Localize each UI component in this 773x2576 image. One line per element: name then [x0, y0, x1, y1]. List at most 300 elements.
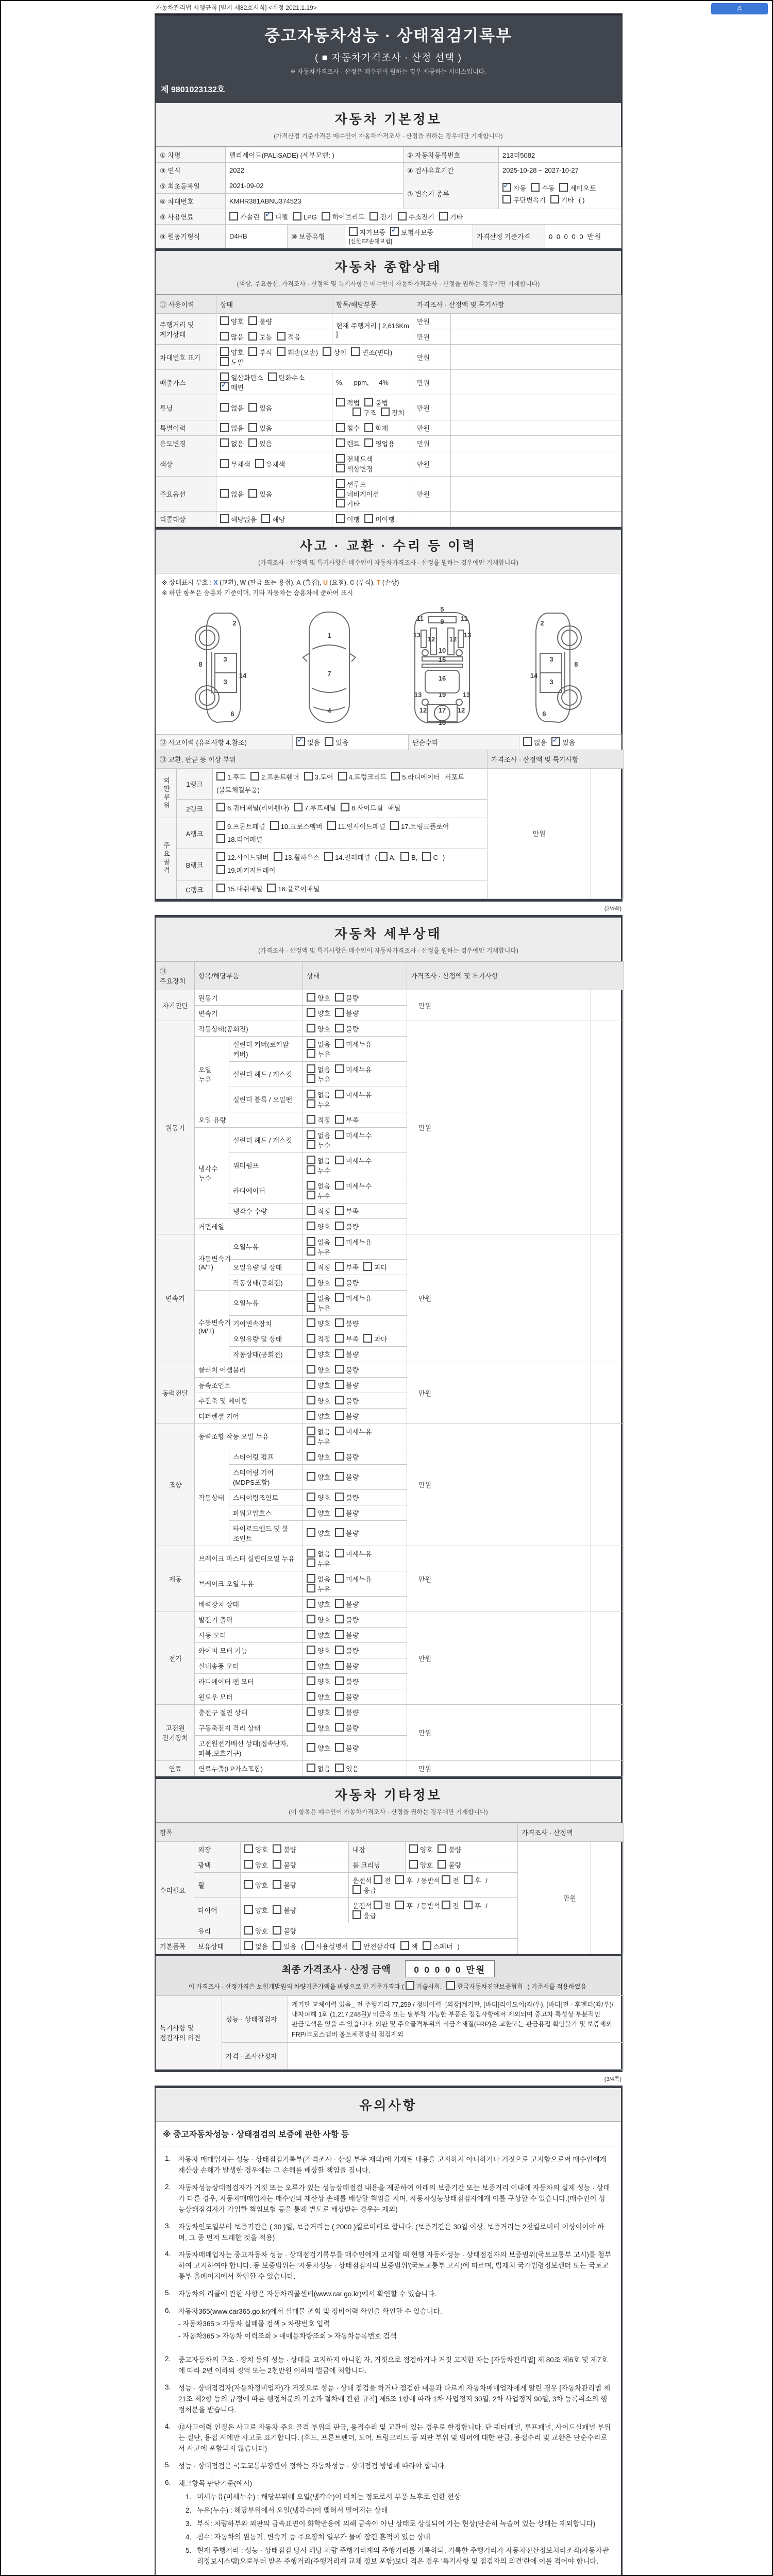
checkbox-icon[interactable] — [335, 1222, 344, 1230]
checkbox-option[interactable]: 19.패키지트레이 — [216, 867, 275, 874]
checkbox-icon[interactable] — [335, 1452, 344, 1461]
checkbox-option[interactable]: 양호 — [307, 1025, 330, 1033]
checkbox-option[interactable]: 양호 — [307, 1279, 330, 1287]
checkbox-option[interactable]: 네비게이션 — [336, 490, 379, 498]
checkbox-icon[interactable] — [307, 1074, 315, 1083]
checkbox-option[interactable]: 10.크로스멤버 — [270, 823, 323, 831]
checkbox-option[interactable]: 양호 — [307, 994, 330, 1002]
checkbox-icon[interactable] — [398, 212, 407, 221]
checkbox-option[interactable]: 누유 — [307, 1585, 330, 1593]
checkbox-option[interactable]: 양호 — [244, 1861, 268, 1869]
checkbox-option[interactable]: 불량 — [335, 1693, 359, 1701]
checkbox-icon[interactable] — [381, 408, 390, 416]
checkbox-option[interactable]: 불량 — [438, 1861, 461, 1869]
checkbox-option[interactable]: 3.도어 — [304, 773, 333, 781]
checkbox-icon[interactable] — [335, 1743, 344, 1752]
checkbox-option[interactable]: 불량 — [335, 1744, 359, 1752]
checkbox-icon[interactable] — [395, 1875, 404, 1884]
checkbox-option[interactable]: ✓자동 — [502, 184, 526, 192]
checkbox-option[interactable]: 없음 — [307, 1091, 330, 1099]
checkbox-option[interactable]: 해당 — [261, 516, 285, 523]
checkbox-icon[interactable] — [307, 1247, 315, 1256]
checkbox-icon[interactable] — [250, 772, 259, 781]
checkbox-option[interactable]: 없음 — [220, 440, 244, 448]
checkbox-icon[interactable] — [273, 1941, 281, 1950]
checkbox-icon[interactable] — [335, 1365, 344, 1374]
checkbox-option[interactable]: 불량 — [438, 1846, 461, 1854]
checkbox-icon[interactable] — [307, 1646, 315, 1654]
checkbox-icon[interactable] — [422, 852, 431, 861]
checkbox-icon[interactable] — [364, 438, 373, 447]
checkbox-icon[interactable] — [307, 1278, 315, 1286]
checkbox-icon[interactable] — [307, 1676, 315, 1685]
checkbox-option[interactable]: 불량 — [273, 1846, 296, 1854]
checkbox-icon[interactable] — [409, 1844, 418, 1853]
checkbox-option[interactable]: 불량 — [248, 318, 272, 326]
checkbox-icon[interactable] — [220, 403, 229, 412]
checkbox-icon[interactable] — [335, 1615, 344, 1623]
checkbox-icon[interactable] — [335, 1262, 344, 1271]
checkbox-option[interactable]: 탄화수소 — [268, 374, 305, 382]
checkbox-icon[interactable] — [336, 454, 345, 463]
checkbox-icon[interactable] — [307, 1599, 315, 1608]
checkbox-icon[interactable] — [273, 1880, 281, 1889]
checkbox-icon[interactable] — [270, 821, 279, 830]
checkbox-option[interactable]: 양호 — [244, 1927, 268, 1935]
checkbox-option[interactable]: ✓매연 — [220, 384, 244, 392]
checkbox-option[interactable]: 양호 — [307, 1616, 330, 1624]
checkbox-icon[interactable] — [307, 1191, 315, 1199]
checkbox-icon[interactable] — [220, 514, 229, 523]
checkbox-option[interactable]: 있음 — [248, 490, 272, 498]
checkbox-icon[interactable] — [216, 772, 225, 781]
checkbox-icon[interactable] — [220, 489, 229, 498]
checkbox-option[interactable]: 누유 — [307, 1248, 330, 1256]
checkbox-option[interactable]: 15.대쉬패널 — [216, 885, 262, 893]
checkbox-icon[interactable] — [307, 1156, 315, 1164]
checkbox-option[interactable]: 양호 — [307, 1413, 330, 1420]
checkbox-option[interactable]: 누유 — [307, 1304, 330, 1312]
checkbox-icon[interactable] — [307, 1293, 315, 1302]
checkbox-icon[interactable] — [442, 1901, 450, 1909]
checkbox-option[interactable]: 미세누수 — [335, 1157, 372, 1165]
checkbox-icon[interactable] — [442, 1875, 450, 1884]
checkbox-option[interactable]: 적정 — [307, 1116, 330, 1124]
checkbox-icon[interactable] — [274, 852, 282, 861]
checkbox-option[interactable]: 불량 — [273, 1907, 296, 1914]
checkbox-icon[interactable] — [406, 1981, 414, 1990]
checkbox-option[interactable]: 없음 — [307, 1157, 330, 1165]
checkbox-icon[interactable] — [307, 1528, 315, 1537]
checkbox-icon[interactable] — [335, 1181, 344, 1190]
checkbox-option[interactable]: 전 — [442, 1877, 459, 1885]
checkbox-icon[interactable] — [216, 884, 225, 892]
checkbox-icon[interactable] — [464, 1875, 473, 1884]
checkbox-icon[interactable] — [307, 1049, 315, 1058]
checkbox-icon[interactable] — [523, 737, 532, 746]
checkbox-icon[interactable] — [322, 212, 330, 221]
checkbox-icon[interactable] — [248, 347, 257, 356]
checkbox-icon[interactable] — [336, 464, 345, 472]
checkbox-icon[interactable] — [335, 1764, 344, 1772]
checkbox-icon[interactable] — [307, 1427, 315, 1435]
checkbox-icon[interactable] — [335, 1334, 344, 1343]
checkbox-option[interactable]: 양호 — [244, 1907, 268, 1914]
checkbox-option[interactable]: 불량 — [335, 1647, 359, 1655]
checkbox-option[interactable]: 무채색 — [220, 461, 250, 468]
checkbox-option[interactable]: 전 — [374, 1877, 391, 1885]
checkbox-option[interactable]: 미세누유 — [335, 1575, 372, 1583]
checkbox-option[interactable]: 부식 — [248, 349, 272, 357]
checkbox-icon[interactable] — [307, 1396, 315, 1404]
checkbox-option[interactable]: 16.플로어패널 — [267, 885, 320, 893]
checkbox-option[interactable]: 불량 — [335, 994, 359, 1002]
checkbox-option[interactable]: 없음 — [307, 1550, 330, 1558]
checkbox-icon[interactable] — [248, 403, 257, 412]
checkbox-option[interactable]: 불량 — [335, 1279, 359, 1287]
checkbox-option[interactable]: 미세누유 — [335, 1066, 372, 1074]
checkbox-icon[interactable] — [307, 1452, 315, 1461]
checkbox-option[interactable]: 후 — [395, 1877, 413, 1885]
checkbox-icon[interactable] — [307, 1707, 315, 1716]
checkbox-icon[interactable] — [307, 1558, 315, 1567]
checkbox-option[interactable]: 후 — [464, 1902, 481, 1910]
checkbox-option[interactable]: 전 — [442, 1902, 459, 1910]
checkbox-option[interactable]: 양호 — [244, 1846, 268, 1854]
checkbox-icon[interactable] — [364, 514, 373, 523]
checkbox-option[interactable]: 기타 — [550, 196, 574, 204]
checkbox-option[interactable]: 미세누수 — [335, 1182, 372, 1190]
checkbox-option[interactable]: 불량 — [335, 1494, 359, 1502]
checkbox-option[interactable]: 누수 — [307, 1167, 330, 1175]
checkbox-icon[interactable] — [244, 1926, 253, 1935]
checkbox-icon[interactable] — [264, 212, 273, 221]
checkbox-icon[interactable] — [305, 1941, 314, 1950]
checkbox-option[interactable]: 무단변속기 — [502, 196, 546, 204]
checkbox-icon[interactable] — [261, 514, 270, 523]
checkbox-icon[interactable] — [248, 316, 257, 325]
checkbox-icon[interactable] — [325, 737, 333, 746]
checkbox-icon[interactable] — [352, 1885, 361, 1894]
checkbox-option[interactable]: 불량 — [335, 1382, 359, 1389]
checkbox-option[interactable]: 응급 — [352, 1912, 376, 1920]
checkbox-option[interactable]: 있음 — [248, 404, 272, 412]
checkbox-option[interactable]: 부족 — [335, 1208, 359, 1215]
checkbox-icon[interactable] — [273, 1905, 281, 1914]
checkbox-icon[interactable] — [307, 1115, 315, 1124]
checkbox-icon[interactable] — [307, 1723, 315, 1732]
checkbox-icon[interactable] — [341, 803, 349, 811]
checkbox-icon[interactable] — [374, 1875, 382, 1884]
checkbox-option[interactable]: 사용설명서 — [305, 1943, 348, 1951]
checkbox-option[interactable]: 없음 — [307, 1765, 330, 1773]
checkbox-icon[interactable] — [307, 1024, 315, 1032]
checkbox-option[interactable]: 부족 — [335, 1116, 359, 1124]
checkbox-icon[interactable] — [293, 212, 301, 221]
checkbox-icon[interactable] — [400, 1941, 409, 1950]
checkbox-option[interactable]: 하이브리드 — [322, 213, 365, 221]
checkbox-option[interactable]: 장치 — [381, 409, 405, 417]
checkbox-option[interactable]: 누유 — [307, 1050, 330, 1058]
checkbox-icon[interactable] — [335, 1427, 344, 1435]
checkbox-option[interactable]: 없음 — [220, 425, 244, 432]
checkbox-icon[interactable] — [336, 438, 345, 447]
checkbox-icon[interactable] — [400, 852, 409, 861]
checkbox-icon[interactable] — [335, 1692, 344, 1701]
checkbox-icon[interactable] — [335, 1396, 344, 1404]
checkbox-option[interactable]: 있음 — [248, 425, 272, 432]
checkbox-option[interactable]: 13.휠하우스 — [274, 854, 320, 861]
checkbox-icon[interactable] — [338, 772, 347, 781]
checkbox-option[interactable]: 양호 — [307, 1744, 330, 1752]
checkbox-option[interactable]: 없음 — [307, 1066, 330, 1074]
checkbox-option[interactable]: 양호 — [307, 1530, 330, 1537]
checkbox-option[interactable]: 불량 — [335, 1010, 359, 1018]
checkbox-icon[interactable] — [335, 1278, 344, 1286]
checkbox-option[interactable]: 1.후드 — [216, 773, 246, 781]
checkbox-option[interactable]: ✓ 보험사보증 — [390, 229, 433, 236]
checkbox-option[interactable]: 불량 — [335, 1616, 359, 1624]
checkbox-icon[interactable] — [336, 489, 345, 498]
checkbox-option[interactable]: 6.쿼터패널(리어휀다) — [216, 804, 289, 812]
checkbox-option[interactable]: 전 — [374, 1902, 391, 1910]
checkbox-option[interactable]: 미세누유 — [335, 1428, 372, 1436]
checkbox-icon[interactable] — [307, 1090, 315, 1098]
checkbox-icon[interactable] — [336, 479, 345, 488]
checkbox-icon[interactable] — [277, 347, 285, 356]
checkbox-option[interactable]: 불량 — [273, 1882, 296, 1889]
print-button[interactable]: ⎙ — [711, 3, 768, 14]
checkbox-option[interactable]: 해당없음 — [220, 516, 257, 523]
checkbox-icon[interactable] — [307, 1411, 315, 1420]
checkbox-icon[interactable] — [248, 489, 257, 498]
checkbox-option[interactable]: 없음 — [220, 490, 244, 498]
checkbox-option[interactable]: 수소전기 — [398, 213, 434, 221]
checkbox-icon[interactable] — [464, 1901, 473, 1909]
checkbox-option[interactable]: 없음 — [307, 1575, 330, 1583]
checkbox-option[interactable]: 없음 — [307, 1182, 330, 1190]
checkbox-option[interactable]: 불량 — [335, 1601, 359, 1608]
checkbox-icon[interactable] — [335, 1064, 344, 1073]
checkbox-icon[interactable] — [307, 1099, 315, 1108]
checkbox-option[interactable]: 스패너 — [423, 1943, 453, 1951]
checkbox-option[interactable]: 양호 — [307, 1693, 330, 1701]
checkbox-option[interactable]: 수동 — [531, 184, 554, 192]
checkbox-icon[interactable] — [307, 1472, 315, 1481]
checkbox-icon[interactable] — [216, 803, 225, 811]
checkbox-icon[interactable] — [335, 1008, 344, 1017]
checkbox-icon[interactable] — [336, 514, 345, 523]
checkbox-icon[interactable] — [335, 1411, 344, 1420]
checkbox-option[interactable]: 없음 — [244, 1943, 268, 1951]
checkbox-option[interactable]: 누유 — [307, 1101, 330, 1109]
checkbox-icon[interactable] — [335, 1472, 344, 1481]
checkbox-icon[interactable] — [307, 1380, 315, 1389]
checkbox-icon[interactable] — [363, 1262, 372, 1271]
checkbox-option[interactable]: 안전삼각대 — [352, 1943, 396, 1951]
checkbox-icon[interactable] — [336, 499, 345, 507]
checkbox-option[interactable]: 양호 — [307, 1663, 330, 1670]
checkbox-icon[interactable] — [335, 1574, 344, 1583]
checkbox-option[interactable]: 양호 — [307, 1494, 330, 1502]
checkbox-option[interactable]: 4.트렁크리드 — [338, 773, 387, 781]
checkbox-option[interactable]: 전기 — [369, 213, 393, 221]
checkbox-option[interactable]: 불량 — [335, 1510, 359, 1517]
checkbox-icon[interactable] — [307, 1237, 315, 1246]
checkbox-option[interactable]: ✓ 없음 — [296, 739, 320, 747]
checkbox-icon[interactable] — [409, 1860, 418, 1869]
checkbox-icon[interactable] — [220, 357, 229, 366]
checkbox-option[interactable]: 양호 — [307, 1382, 330, 1389]
checkbox-icon[interactable] — [551, 737, 560, 746]
checkbox-icon[interactable] — [220, 347, 229, 356]
checkbox-icon[interactable] — [438, 1844, 446, 1853]
checkbox-icon[interactable] — [335, 1676, 344, 1685]
checkbox-option[interactable]: 14.필러패널 — [324, 854, 370, 861]
checkbox-icon[interactable] — [335, 1039, 344, 1048]
checkbox-option[interactable]: 9.프론트패널 — [216, 823, 265, 831]
checkbox-icon[interactable] — [244, 1941, 253, 1950]
checkbox-icon[interactable] — [307, 1549, 315, 1557]
checkbox-option[interactable]: 없음 — [307, 1239, 330, 1246]
checkbox-icon[interactable] — [335, 1723, 344, 1732]
checkbox-option[interactable]: 5.라디에이터 — [391, 773, 440, 781]
checkbox-icon[interactable] — [248, 423, 257, 432]
checkbox-icon[interactable] — [364, 423, 373, 432]
checkbox-icon[interactable] — [335, 1156, 344, 1164]
checkbox-option[interactable]: 8.사이드실 — [341, 804, 383, 812]
checkbox-option[interactable]: 불량 — [335, 1351, 359, 1359]
checkbox-icon[interactable] — [307, 1508, 315, 1517]
checkbox-option[interactable]: 없음 — [307, 1428, 330, 1436]
checkbox-option[interactable]: 응급 — [352, 1887, 376, 1894]
checkbox-option[interactable]: 양호 — [307, 1351, 330, 1359]
checkbox-icon[interactable] — [335, 1349, 344, 1358]
checkbox-icon[interactable] — [327, 821, 336, 830]
checkbox-option[interactable]: 누유 — [307, 1076, 330, 1083]
checkbox-icon[interactable] — [244, 1844, 253, 1853]
checkbox-icon[interactable] — [307, 1165, 315, 1174]
checkbox-option[interactable]: 17.트렁크플로어 — [390, 823, 449, 831]
checkbox-icon[interactable] — [502, 183, 511, 192]
checkbox-option[interactable]: 영업용 — [364, 440, 395, 448]
checkbox-option[interactable]: 양호 — [307, 1320, 330, 1328]
checkbox-icon[interactable] — [335, 1630, 344, 1639]
checkbox-icon[interactable] — [446, 1981, 455, 1990]
checkbox-icon[interactable] — [335, 1549, 344, 1557]
checkbox-icon[interactable] — [335, 993, 344, 1002]
checkbox-option[interactable]: 보통 — [248, 333, 272, 341]
checkbox-option[interactable]: 부족 — [335, 1335, 359, 1343]
checkbox-option[interactable]: 유채색 — [255, 461, 285, 468]
checkbox-icon[interactable] — [307, 1008, 315, 1017]
checkbox-option[interactable]: 양호 — [307, 1709, 330, 1717]
checkbox-icon[interactable] — [307, 1743, 315, 1752]
checkbox-option[interactable]: 부족 — [335, 1264, 359, 1272]
checkbox-icon[interactable] — [307, 1692, 315, 1701]
checkbox-option[interactable]: 미세누수 — [335, 1132, 372, 1140]
checkbox-option[interactable]: 미세누유 — [335, 1239, 372, 1246]
checkbox-icon[interactable] — [395, 1901, 404, 1909]
checkbox-icon[interactable] — [439, 212, 448, 221]
checkbox-option[interactable]: 많음 — [220, 333, 244, 341]
checkbox-option[interactable]: 썬루프 — [336, 481, 366, 488]
checkbox-option[interactable]: 없음 — [307, 1295, 330, 1302]
checkbox-icon[interactable] — [335, 1115, 344, 1124]
checkbox-option[interactable]: 불량 — [273, 1927, 296, 1935]
checkbox-option[interactable]: 구조 — [352, 409, 376, 417]
checkbox-icon[interactable] — [335, 1024, 344, 1032]
checkbox-icon[interactable] — [307, 1615, 315, 1623]
checkbox-option[interactable]: LPG — [293, 213, 317, 221]
checkbox-option[interactable]: 2.프론트휀더 — [250, 773, 299, 781]
checkbox-icon[interactable] — [502, 195, 511, 204]
checkbox-option[interactable]: 불량 — [335, 1025, 359, 1033]
checkbox-icon[interactable] — [220, 316, 229, 325]
checkbox-icon[interactable] — [307, 1661, 315, 1670]
checkbox-icon[interactable] — [323, 347, 331, 356]
checkbox-option[interactable]: 자가보증 — [349, 229, 385, 236]
checkbox-icon[interactable] — [277, 332, 285, 341]
checkbox-icon[interactable] — [374, 1901, 382, 1909]
checkbox-option[interactable]: 없음 — [307, 1041, 330, 1048]
checkbox-option[interactable]: 양호 — [220, 318, 244, 326]
checkbox-option[interactable]: 양호 — [307, 1632, 330, 1639]
checkbox-icon[interactable] — [244, 1880, 253, 1889]
checkbox-icon[interactable] — [363, 1334, 372, 1343]
checkbox-icon[interactable] — [335, 1508, 344, 1517]
checkbox-icon[interactable] — [335, 1130, 344, 1139]
checkbox-icon[interactable] — [296, 737, 305, 746]
checkbox-option[interactable]: 양호 — [307, 1678, 330, 1686]
checkbox-icon[interactable] — [216, 865, 225, 874]
checkbox-icon[interactable] — [255, 459, 264, 468]
checkbox-icon[interactable] — [335, 1237, 344, 1246]
checkbox-option[interactable]: 과다 — [363, 1335, 387, 1343]
checkbox-option[interactable]: 미세누유 — [335, 1091, 372, 1099]
checkbox-icon[interactable] — [220, 438, 229, 447]
checkbox-icon[interactable] — [244, 1860, 253, 1869]
checkbox-option[interactable]: 불량 — [335, 1413, 359, 1420]
checkbox-icon[interactable] — [335, 1646, 344, 1654]
checkbox-icon[interactable] — [307, 1130, 315, 1139]
checkbox-option[interactable]: 색상변경 — [336, 465, 373, 473]
checkbox-option[interactable]: 누수 — [307, 1142, 330, 1149]
checkbox-option[interactable]: 일산화탄소 — [220, 374, 263, 382]
checkbox-option[interactable]: 침수 — [336, 425, 360, 432]
checkbox-option[interactable]: 불량 — [335, 1397, 359, 1405]
checkbox-option[interactable]: B, — [400, 854, 417, 861]
checkbox-icon[interactable] — [307, 1574, 315, 1583]
checkbox-option[interactable]: 적정 — [307, 1335, 330, 1343]
checkbox-option[interactable]: 렌트 — [336, 440, 360, 448]
checkbox-icon[interactable] — [307, 1222, 315, 1230]
checkbox-icon[interactable] — [335, 1599, 344, 1608]
checkbox-icon[interactable] — [335, 1090, 344, 1098]
checkbox-icon[interactable] — [307, 1206, 315, 1215]
checkbox-option[interactable]: 훼손(오손) — [277, 349, 318, 357]
checkbox-option[interactable]: 누유 — [307, 1560, 330, 1568]
checkbox-icon[interactable] — [336, 423, 345, 432]
checkbox-option[interactable]: A, — [379, 854, 396, 861]
checkbox-icon[interactable] — [220, 332, 229, 341]
checkbox-icon[interactable] — [220, 423, 229, 432]
checkbox-icon[interactable] — [352, 408, 361, 416]
checkbox-icon[interactable] — [307, 1630, 315, 1639]
checkbox-option[interactable]: 미세누유 — [335, 1295, 372, 1302]
checkbox-option[interactable]: 불량 — [335, 1709, 359, 1717]
checkbox-option[interactable]: 양호 — [220, 349, 244, 357]
